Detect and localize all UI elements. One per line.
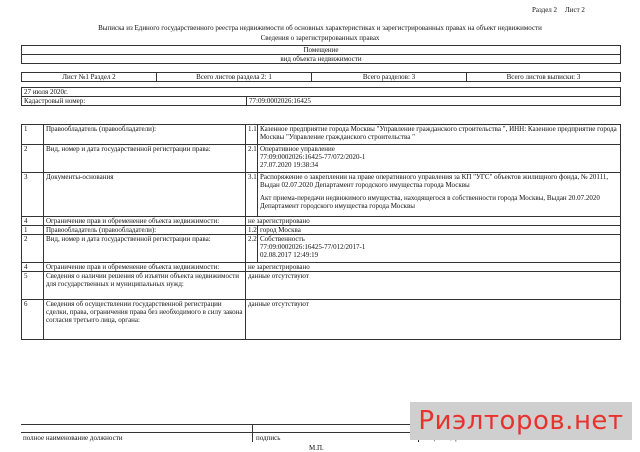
total-sheets-section: Всего листов раздела 2: 1 — [157, 73, 312, 82]
row-subnumber: 1.2 — [246, 226, 258, 235]
row-subnumber: 2.2 — [246, 235, 258, 263]
cadastral-label: Кадастровый номер: — [22, 97, 247, 106]
cadastral-number: 77:09:0002026:16425 — [247, 97, 621, 106]
extract-date: 27 июля 2020г. — [22, 88, 621, 97]
row-label: Правообладатель (правообладатели): — [44, 125, 246, 145]
row-number: 1 — [22, 125, 44, 145]
table-row — [22, 145, 621, 173]
basis-document-1: Распоряжение о закреплении на праве оперативного управления за КП "УГС" объектов жилищного фонда, № 20111, Выдан 02.07.2020 Департамент городского имущества города Москвы — [260, 173, 609, 189]
registration-date: 27.07.2020 19:38:34 — [260, 161, 319, 169]
watermark-logo — [410, 402, 632, 440]
row-number: 1 — [22, 226, 44, 235]
row-subnumber: 3.1 — [246, 173, 258, 217]
row-label: Документы-основания — [44, 173, 246, 217]
table-row — [22, 235, 621, 263]
table-row — [22, 300, 621, 340]
table-row — [22, 217, 621, 226]
table-row — [22, 173, 621, 217]
footer-separator — [252, 424, 253, 442]
table-row — [22, 226, 621, 235]
sheet-section: Лист №1 Раздел 2 — [22, 73, 157, 82]
table-row — [22, 125, 621, 145]
right-type: Оперативное управление — [260, 145, 335, 153]
row-label: Ограничение прав и обременение объекта недвижимости: — [44, 217, 246, 226]
owner-value: Казенное предприятие города Москвы "Управление гражданского строительства ", ИНН: Казенное предприятие города Москвы "Управление гражданского строительства " — [258, 125, 621, 145]
row-subnumber: 2.1 — [246, 145, 258, 173]
owner-value: город Москва — [258, 226, 621, 235]
table-row — [22, 272, 621, 300]
row-number: 4 — [22, 263, 44, 272]
row-label: Вид, номер и дата государственной регистрации права: — [44, 235, 246, 263]
row-label: Ограничение прав и обременение объекта недвижимости: — [44, 263, 246, 272]
date-cadastral — [21, 87, 621, 106]
row-number: 2 — [22, 145, 44, 173]
total-sections: Всего разделов: 3 — [312, 73, 467, 82]
sheet-info — [21, 72, 621, 82]
row-subnumber: 1.1 — [246, 125, 258, 145]
consent-value: данные отсутствуют — [246, 300, 621, 340]
rights-table — [21, 124, 621, 340]
row-number: 6 — [22, 300, 44, 340]
row-label: Вид, номер и дата государственной регистрации права: — [44, 145, 246, 173]
total-sheets-extract: Всего листов выписки: 3 — [467, 73, 621, 82]
document-subtitle: Сведения о зарегистрированных правах — [260, 34, 380, 42]
seal-mark: М.П. — [309, 444, 324, 452]
position-caption: полное наименование должности — [23, 434, 123, 442]
row-label: Сведения об осуществлении государственной регистрации сделки, права, ограничения права без необходимого в силу закона согласия третьего лица, органа: — [44, 300, 246, 340]
registration-value — [258, 235, 621, 263]
table-row — [22, 263, 621, 272]
sheet-number: Лист 2 — [565, 6, 585, 14]
document-title: Выписка из Единого государственного реестра недвижимости об основных характеристиках и зарегистрированных правах на объект недвижимости — [98, 24, 542, 32]
registration-number: 77:09:0002026:16425-77/072/2020-1 — [260, 153, 366, 161]
registration-number: 77:09:0002026:16425-77/012/2017-1 — [260, 243, 366, 251]
row-label: Правообладатель (правообладатели): — [44, 226, 246, 235]
row-label: Сведения о наличии решения об изъятии объекта недвижимости для государственных и муниципальных нужд: — [44, 272, 246, 300]
basis-document-2: Акт приема-передачи недвижимого имущества, находящегося в собственности города Москвы, Выдан 20.07.2020 Департамент городского имущества города Москвы — [260, 194, 600, 210]
row-number: 3 — [22, 173, 44, 217]
basis-documents — [258, 173, 621, 217]
right-type: Собственность — [260, 235, 305, 243]
restriction-value: не зарегистрировано — [246, 263, 621, 272]
seizure-value: данные отсутствуют — [246, 272, 621, 300]
row-number: 4 — [22, 217, 44, 226]
registration-value — [258, 145, 621, 173]
signature-caption: подпись — [256, 434, 281, 442]
watermark-text: Риэлторов.нет — [418, 406, 624, 436]
restriction-value: не зарегистрировано — [246, 217, 621, 226]
object-type: Помещение — [22, 46, 621, 55]
row-number: 5 — [22, 272, 44, 300]
object-type-box — [21, 45, 621, 64]
registration-date: 02.08.2017 12:49:19 — [260, 251, 319, 259]
object-type-caption: вид объекта недвижимости — [22, 55, 621, 64]
section-number: Раздел 2 — [532, 6, 558, 14]
row-number: 2 — [22, 235, 44, 263]
